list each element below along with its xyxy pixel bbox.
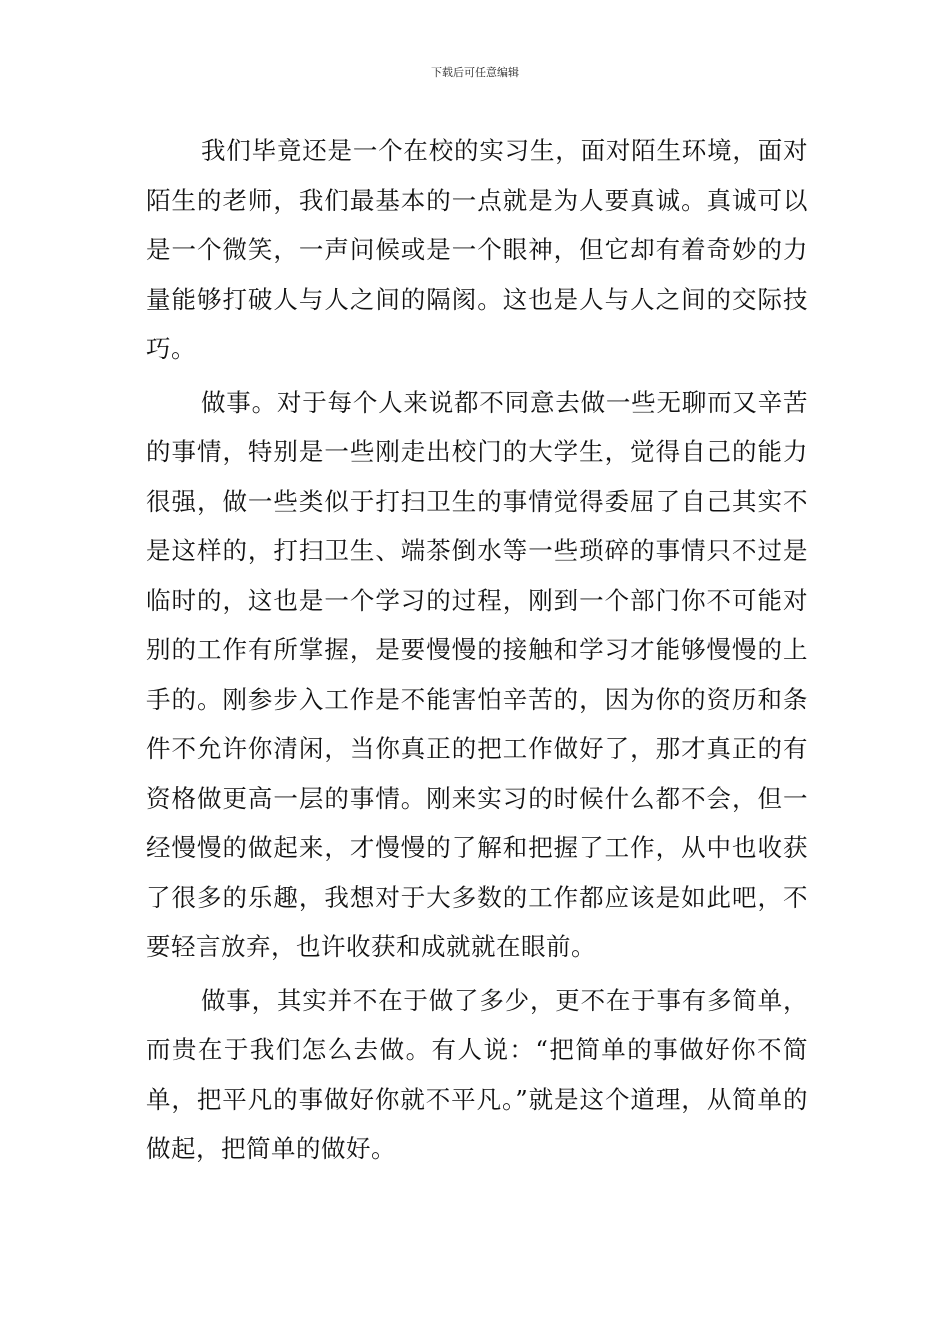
paragraph-doing-things: 做事。对于每个人来说都不同意去做一些无聊而又辛苦的事情，特别是一些刚走出校门的大学生，觉得自己的能力很强，做一些类似于打扫卫生的事情觉得委屈了自己其实不是这样的，打扫卫生、端茶倒水等一些琐碎的事情只不过是临时的，这也是一个学习的过程，刚到一个部门你不可能对别的工作有所掌握，是要慢慢的接触和学习才能够慢慢的上手的。刚参步入工作是不能害怕辛苦的，因为你的资历和条件不允许你清闲，当你真正的把工作做好了，那才真正的有资格做更高一层的事情。刚来实习的时候什么都不会，但一经慢慢的做起来，才慢慢的了解和把握了工作，从中也收获了很多的乐趣，我想对于大多数的工作都应该是如此吧，不要轻言放弃，也许收获和成就就在眼前。 (146, 387, 808, 961)
body-text (146, 126, 808, 1178)
paragraph-sincerity: 我们毕竟还是一个在校的实习生，面对陌生环境，面对陌生的老师，我们最基本的一点就是为人要真诚。真诚可以是一个微笑，一声问候或是一个眼神，但它却有着奇妙的力量能够打破人与人之间的隔阂。这也是人与人之间的交际技巧。 (146, 136, 808, 363)
header-note: 下载后可任意编辑 (431, 66, 519, 79)
paragraph-simple-things: 做事，其实并不在于做了多少，更不在于事有多简单，而贵在于我们怎么去做。有人说：“把简单的事做好你不简单，把平凡的事做好你就不平凡。”就是这个道理，从简单的做起，把简单的做好。 (146, 985, 808, 1163)
